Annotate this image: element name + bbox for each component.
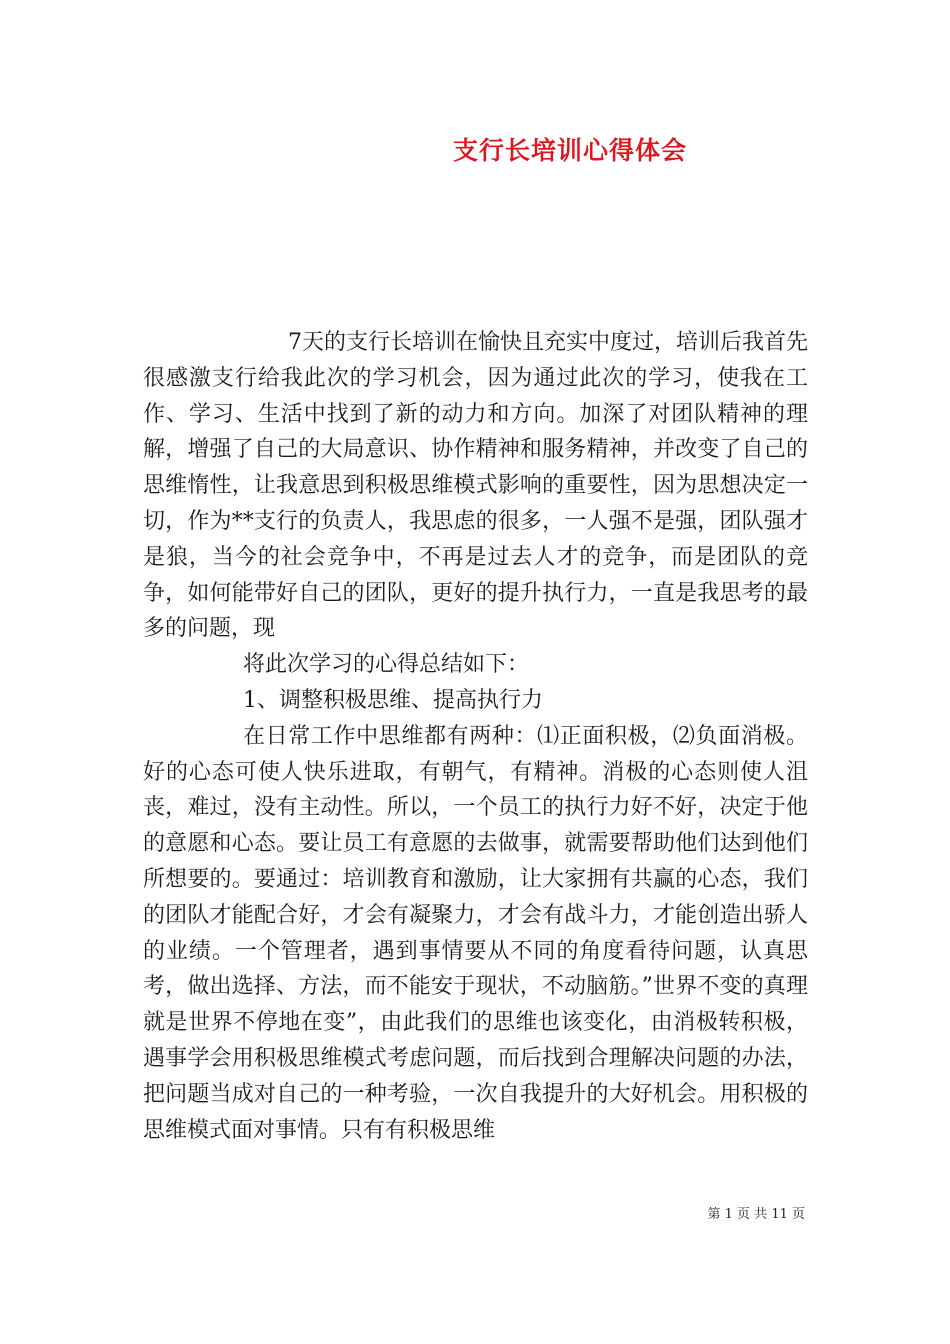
document-title: 支行长培训心得体会 [452, 136, 687, 165]
section-heading-1: 1、调整积极思维、提高执行力 [243, 687, 543, 713]
paragraph-summary-lead: 将此次学习的心得总结如下： [243, 652, 530, 678]
page-number: 第 1 页 共 11 页 [707, 1207, 805, 1222]
paragraph-section-1: 在日常工作中思维都有两种：⑴正面积极，⑵负面消极。好的心态可使人快乐进取，有朝气，有精神。消极的心态则使人沮丧，难过，没有主动性。所以，一个员工的执行力好不好，决定于他的意愿和心态。要让员工有意愿的去做事，就需要帮助他们达到他们所想要的。要通过：培训教育和激励，让大家拥有共赢的心态，我们的团队才能配合好，才会有凝聚力，才会有战斗力，才能创造出骄人的业绩。一个管理者，遇到事情要从不同的角度看待问题，认真思考，做出选择、方法，而不能安于现状，不动脑筋。”世界不变的真理就是世界不停地在变”，由此我们的思维也该变化，由消极转积极，遇事学会用积极思维模式考虑问题，而后找到合理解决问题的办法，把问题当成对自己的一种考验，一次自我提升的大好机会。用积极的思维模式面对事情。只有有积极思维 [143, 723, 808, 1143]
paragraph-intro: 7天的支行长培训在愉快且充实中度过，培训后我首先很感激支行给我此次的学习机会，因为通过此次的学习，使我在工作、学习、生活中找到了新的动力和方向。加深了对团队精神的理解，增强了自己的大局意识、协作精神和服务精神，并改变了自己的思维惰性，让我意思到积极思维模式影响的重要性，因为思想决定一切，作为**支行的负责人，我思虑的很多，一人强不是强，团队强才是狼，当今的社会竞争中，不再是过去人才的竞争，而是团队的竞争，如何能带好自己的团队，更好的提升执行力，一直是我思考的最多的问题，现 [143, 330, 808, 642]
document-body [143, 325, 808, 1148]
